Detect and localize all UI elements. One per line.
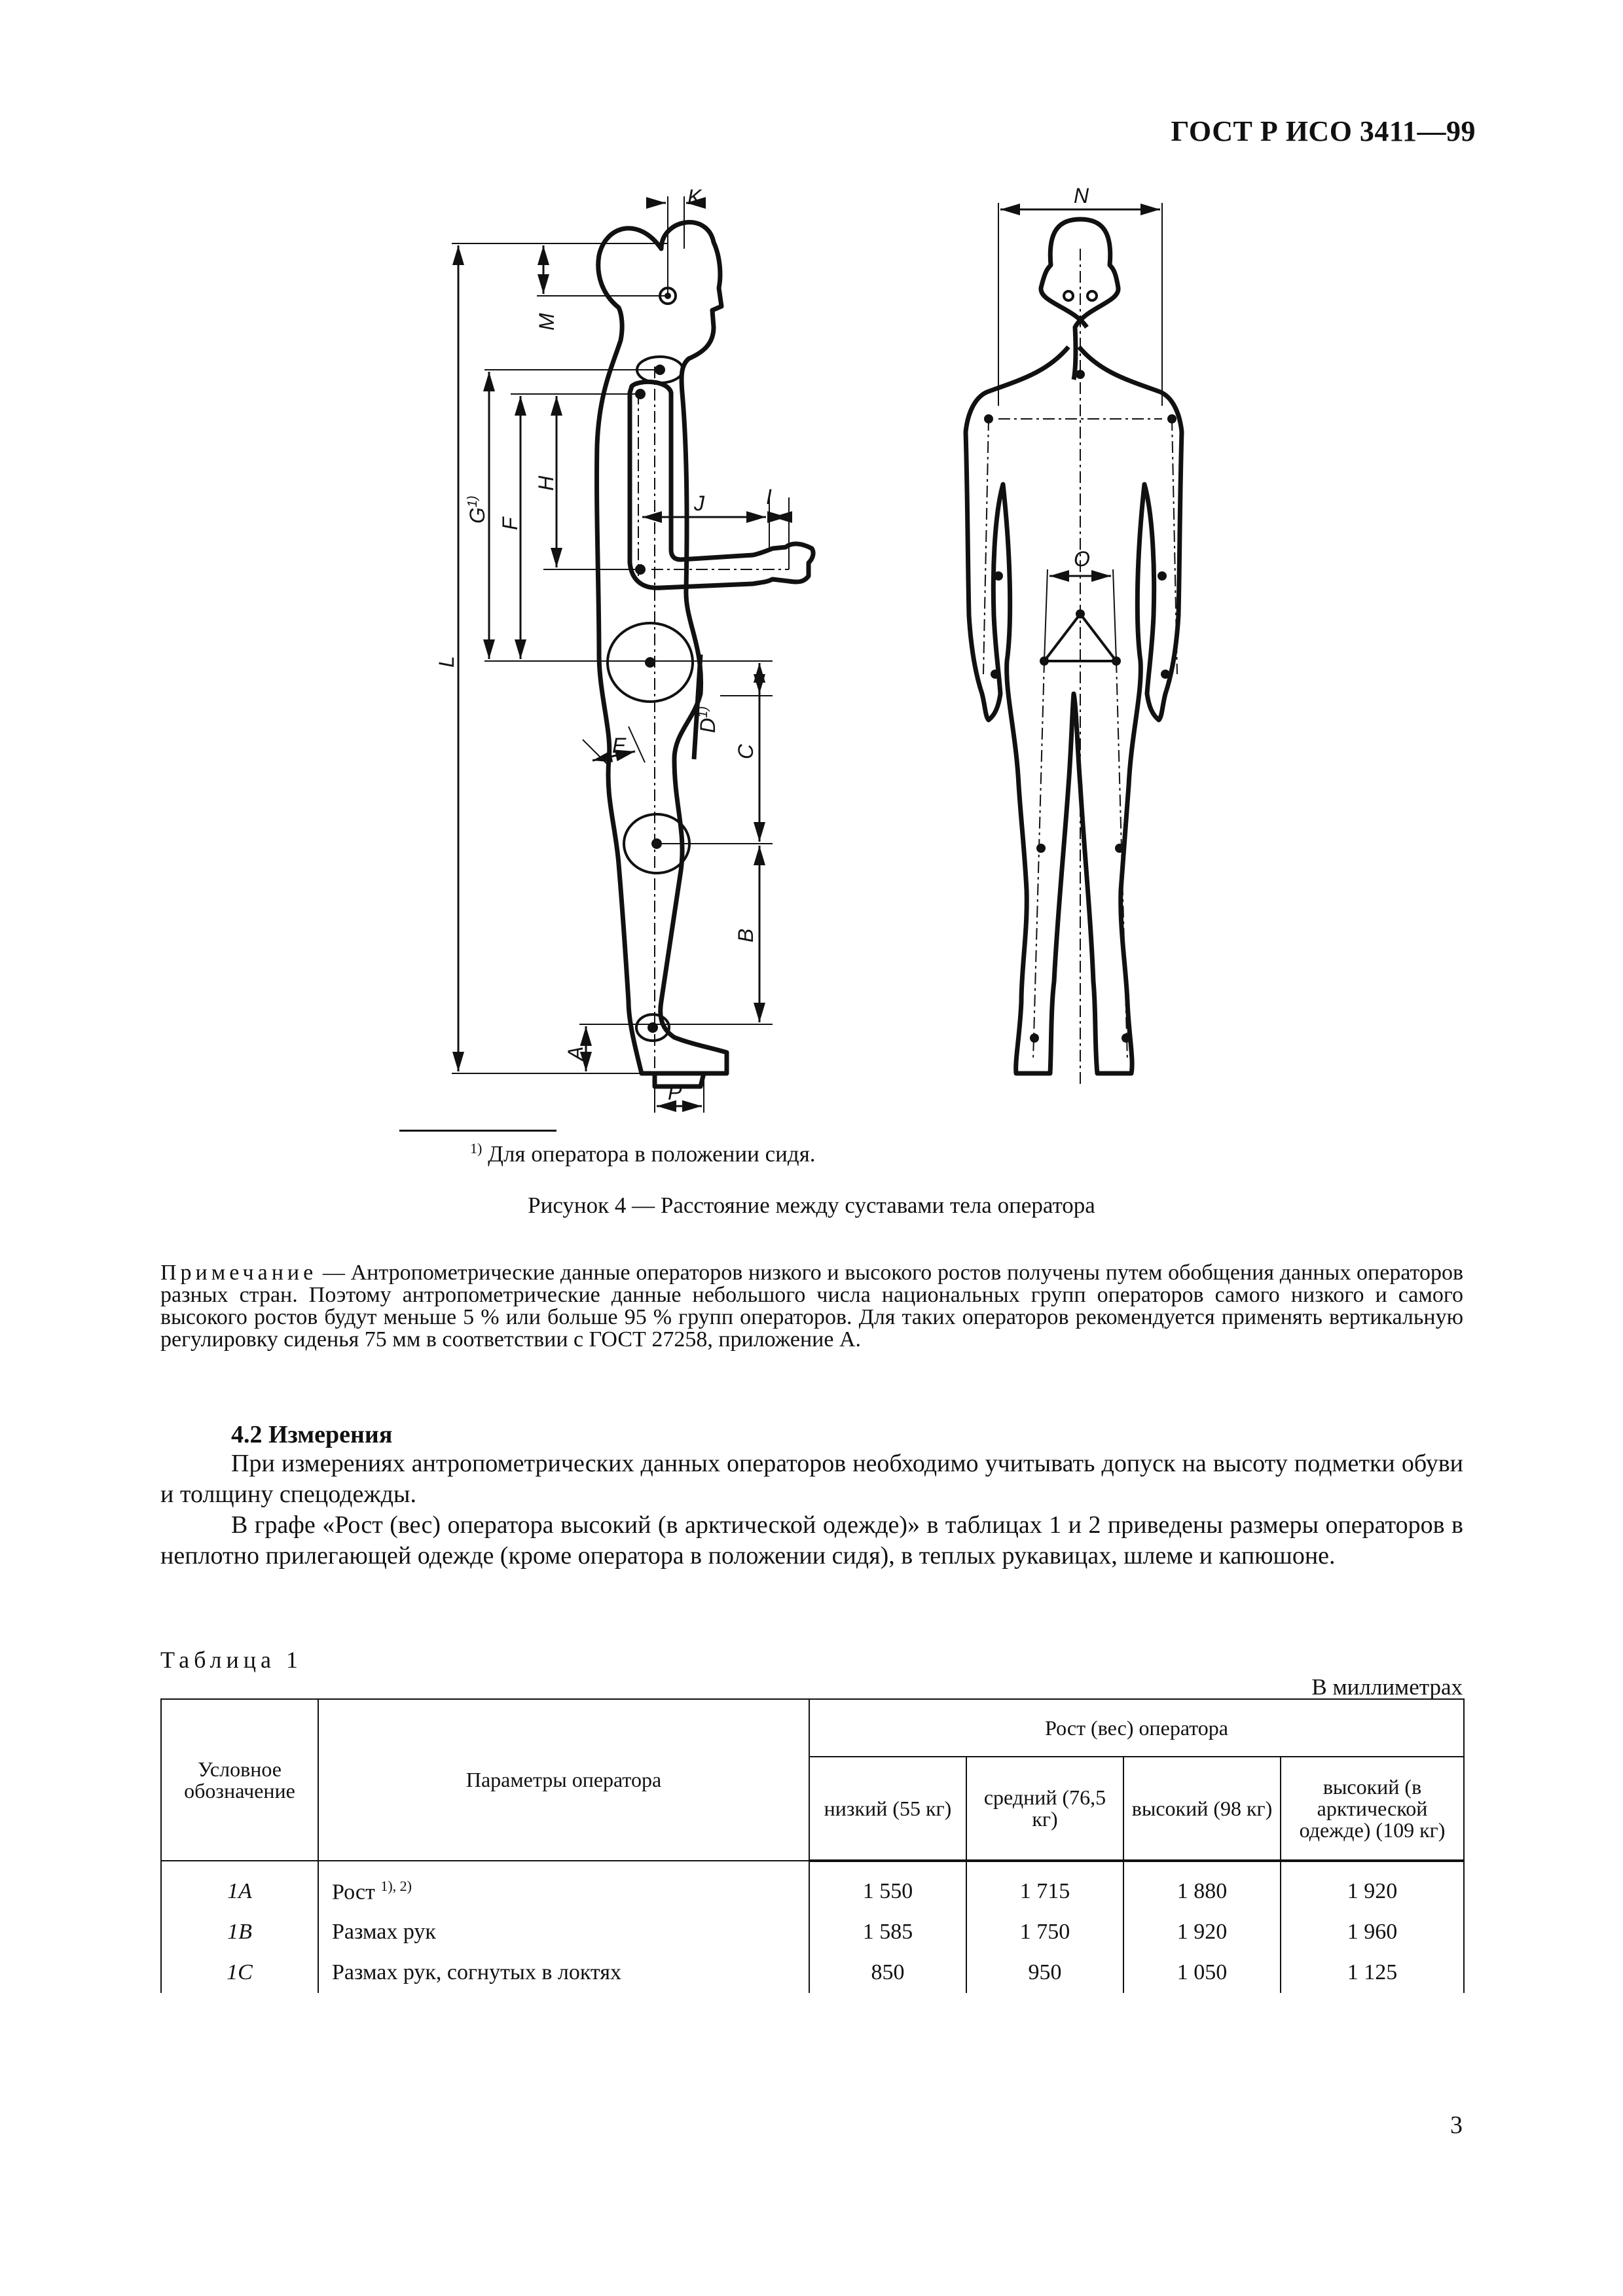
label-g: $G^{1)}$ — [465, 495, 489, 524]
section-paragraph-1: При измерениях антропометрических данных операторов необходимо учитывать допуск на высоту подметки обуви и толщину спецодежды. — [160, 1450, 1463, 1508]
dimension-lines — [458, 245, 787, 1106]
label-e: E — [612, 734, 627, 757]
header-col-arctic: высокий (в арктической одежде) (109 кг) — [1281, 1757, 1464, 1861]
table-caption: Таблица 1 — [160, 1647, 302, 1673]
row-code: 1C — [161, 1952, 318, 1993]
row-value-medium: 950 — [966, 1952, 1123, 1993]
row-value-arctic: 1 960 — [1281, 1912, 1464, 1952]
label-i: I — [766, 485, 772, 509]
label-h: H — [534, 475, 558, 491]
header-col-high: высокий (98 кг) — [1123, 1757, 1281, 1861]
row-value-medium: 1 750 — [966, 1912, 1123, 1952]
table-row — [161, 1912, 1464, 1952]
row-value-high: 1 880 — [1123, 1861, 1281, 1912]
side-view-body — [597, 223, 727, 1086]
label-n: N — [1074, 184, 1089, 207]
figure-footnote — [470, 1140, 816, 1168]
figure-labels — [435, 184, 1090, 1104]
row-value-high: 1 920 — [1123, 1912, 1281, 1952]
operator-parameters-table — [160, 1698, 1465, 1993]
row-value-low: 850 — [809, 1952, 966, 1993]
row-value-arctic: 1 920 — [1281, 1861, 1464, 1912]
left-eye-icon — [1064, 291, 1073, 300]
note-paragraph — [160, 1262, 1463, 1351]
row-value-low: 1 585 — [809, 1912, 966, 1952]
label-p: P — [668, 1081, 682, 1104]
row-value-low: 1 550 — [809, 1861, 966, 1912]
label-a: A — [564, 1046, 587, 1060]
section-heading: 4.2 Измерения — [231, 1421, 393, 1448]
row-code: 1B — [161, 1912, 318, 1952]
row-param: Размах рук — [318, 1912, 809, 1952]
label-b: B — [734, 928, 757, 942]
right-eye-icon — [1087, 291, 1097, 300]
row-param-text: Рост — [332, 1880, 375, 1905]
label-d: $D^{1)}$ — [696, 706, 720, 733]
label-o: O — [1074, 547, 1090, 571]
row-code: 1A — [161, 1861, 318, 1912]
section-paragraph-2: В графе «Рост (вес) оператора высокий (в арктической одежде)» в таблицах 1 и 2 приведены размеры операторов в неплотно прилегающей одежде (кроме оператора в положении сидя), в теплых рукавицах, шлеме и капюшоне. — [160, 1511, 1463, 1570]
footnote-separator — [399, 1130, 556, 1132]
side-view-points — [635, 293, 671, 1033]
header-col-medium: средний (76,5 кг) — [966, 1757, 1123, 1861]
row-value-high: 1 050 — [1123, 1952, 1281, 1993]
page-number: 3 — [1450, 2111, 1463, 2139]
header-code: Условное обозначение — [161, 1699, 318, 1861]
row-param: Размах рук, согнутых в локтях — [318, 1952, 809, 1993]
anthropometric-figure — [367, 177, 1283, 1113]
footnote-text: Для оператора в положении сидя. — [488, 1141, 816, 1167]
table-row — [161, 1861, 1464, 1912]
table-row — [161, 1952, 1464, 1993]
label-j: J — [694, 492, 704, 515]
label-l: L — [435, 656, 458, 668]
note-label: Примечание — [160, 1261, 318, 1285]
figure-caption: Рисунок 4 — Расстояние между суставами тела оператора — [528, 1193, 1095, 1218]
row-value-arctic: 1 125 — [1281, 1952, 1464, 1993]
label-c: C — [734, 744, 757, 759]
header-group: Рост (вес) оператора — [809, 1699, 1464, 1757]
label-k: K — [687, 185, 702, 209]
row-value-medium: 1 715 — [966, 1861, 1123, 1912]
label-f: F — [498, 517, 522, 530]
footnote-mark: 1) — [470, 1140, 483, 1157]
row-param — [318, 1861, 809, 1912]
header-param: Параметры оператора — [318, 1699, 809, 1861]
side-view-arm — [630, 382, 813, 588]
document-header: ГОСТ Р ИСО 3411—99 — [1171, 115, 1476, 147]
header-col-low: низкий (55 кг) — [809, 1757, 966, 1861]
note-text: — Антропометрические данные операторов низкого и высокого ростов получены путем обобщения данных операторов разных стран. Поэтому антропометрические данные небольшого числа национальных групп операторов самого низкого и самого высокого ростов будут меньше 5 % или больше 95 % групп операторов. Для таких операторов рекомендуется применять вертикальную регулировку сиденья 75 мм в соответствии с ГОСТ 27258, приложение А. — [160, 1261, 1463, 1352]
label-m: M — [535, 313, 558, 331]
row-param-note: 1), 2) — [380, 1877, 412, 1894]
table-units: В миллиметрах — [1311, 1674, 1463, 1700]
